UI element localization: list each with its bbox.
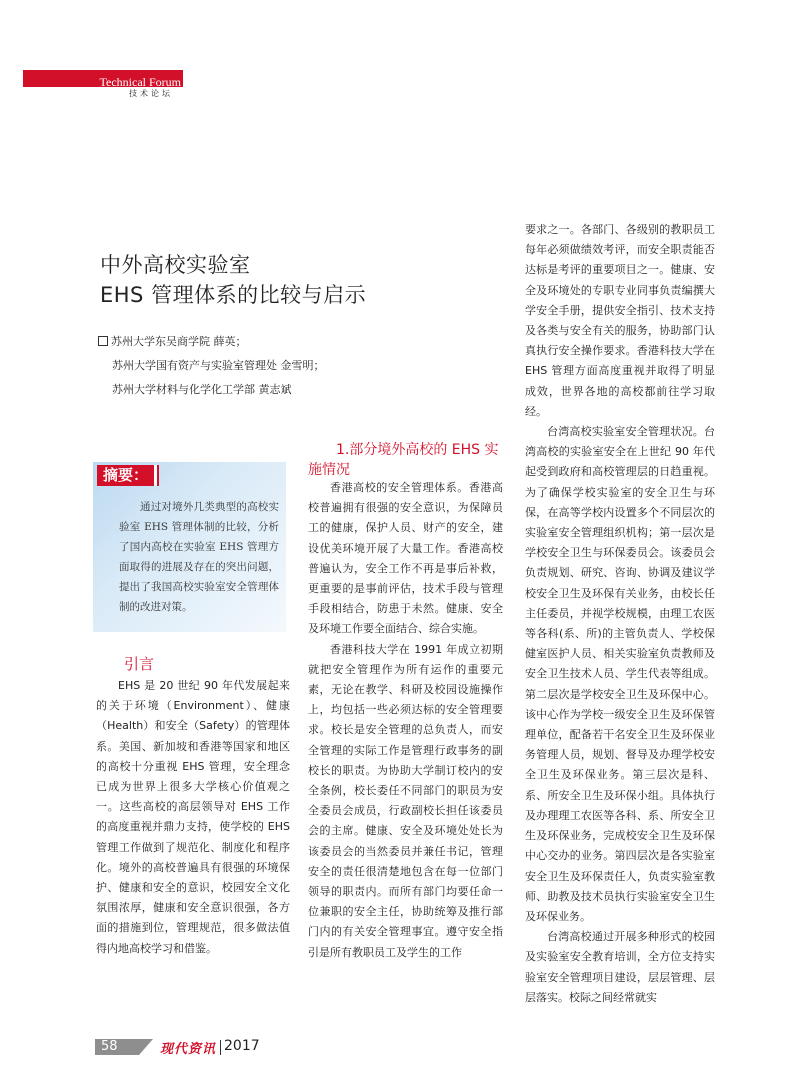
magazine-logo: 现代资讯 bbox=[160, 1042, 217, 1057]
page-number: 58 bbox=[95, 1039, 139, 1055]
author-list bbox=[98, 330, 325, 402]
abstract-text: 通过对境外几类典型的高校实验室 EHS 管理体制的比较，分析了国内高校在实验室 EHS 管理方面取得的进展及存在的突出问题，提出了我国高校实验室安全管理体制的改进对策。 bbox=[119, 501, 279, 613]
paragraph: 香港高校的安全管理体系。香港高校普遍拥有很强的安全意识，为保障员工的健康，保护人员、财产的安全，建设优美环境开展了大量工作。香港高校普遍认为，安全工作不再是事后补救，更重要的是事前评估，技术手段与管理手段相结合，防患于未然。健康、安全及环境工作要全面结合、综合实施。 bbox=[308, 481, 503, 636]
column-3 bbox=[525, 220, 715, 1008]
paragraph: 台湾高校通过开展多种形式的校园及实验室安全教育培训，全方位支持实验室安全管理项目建设，层层管理、层层落实。校际之间经常就实 bbox=[525, 930, 715, 1004]
section-1-heading: 1.部分境外高校的 EHS 实施情况 bbox=[308, 442, 499, 478]
author-affiliation: 苏州大学国有资产与实验室管理处 金雪明； bbox=[112, 359, 325, 372]
abstract-box bbox=[93, 462, 286, 632]
intro-heading: 引言 bbox=[124, 655, 155, 673]
author-line bbox=[98, 378, 325, 402]
page-number-tab-decoration bbox=[139, 1039, 153, 1055]
author-affiliation: 苏州大学东吴商学院 薛英； bbox=[111, 335, 247, 348]
paragraph: 台湾高校实验室安全管理状况。台湾高校的实验室安全在上世纪 90 年代起受到政府和高校管理层的日趋重视。为了确保学校实验室的安全卫生与环保，在高等学校内设置多个不同层次的实验室安全管理组织机构；第一层次是学校安全卫生与环保委员会。该委员会负责规划、研究、咨询、协调及建议学校安全卫生及环保有关业务，由校长任主任委员，并视学校规模，由理工农医等各科(系、所)的主管负责人、学校保健室医护人员、相关实验室负责教师及安全卫生技术人员、学生代表等组成。第二层次是学校安全卫生及环保中心。该中心作为学校一级安全卫生及环保管理单位，配备若干名安全卫生及环保业务管理人员，规划、督导及办理学校安全卫生及环保业务。第三层次是科、系、所安全卫生及环保小组。具体执行及办理理工农医等各科、系、所安全卫生及环保业务，完成校安全卫生及环保中心交办的业务。第四层次是各实验室安全卫生及环保责任人，负责实验室教师、助教及技术员执行实验室安全卫生及环保业务。 bbox=[525, 425, 715, 923]
section-title-zh: 技术论坛 bbox=[129, 89, 173, 98]
footer-divider bbox=[220, 1040, 221, 1055]
section-title-en: Technical Forum bbox=[99, 75, 181, 89]
paragraph: EHS 是 20 世纪 90 年代发展起来的关于环境（Environment）、健康（Health）和安全（Safety）的管理体系。美国、新加坡和香港等国家和地区的高校十分重视 EHS 管理，安全理念已成为世界上很多大学核心价值观之一。这些高校的高层领导对 EHS 工作的高度重视并鼎力支持，使学校的 EHS 管理工作做到了规范化、制度化和程序化。境外的高校普遍具有很强的环境保护、健康和安全的意识，校园安全文化氛围浓厚，健康和安全意识很强，各方面的措施到位，管理规范，很多做法值得内地高校学习和借鉴。 bbox=[96, 679, 290, 955]
author-line bbox=[98, 354, 325, 378]
article-title-line-1: 中外高校实验室 bbox=[100, 253, 251, 277]
square-bullet-icon bbox=[98, 336, 108, 346]
paragraph: 要求之一。各部门、各级别的教职员工每年必须做绩效考评，而安全职责能否达标是考评的重要项目之一。健康、安全及环境处的专职专业同事负责编撰大学安全手册，提供安全指引、技术支持及各类与安全有关的服务，协助部门认真执行安全操作要求。香港科技大学在 EHS 管理方面高度重视并取得了明显成效，世界各地的高校都前往学习取经。 bbox=[525, 223, 715, 418]
article-title bbox=[100, 250, 366, 310]
article-title-line-2: EHS 管理体系的比较与启示 bbox=[100, 283, 367, 307]
paragraph: 香港科技大学在 1991 年成立初期就把安全管理作为所有运作的重要元素，无论在教学、科研及校园设施操作上，均包括一些必须达标的安全管理要求。校长是安全管理的总负责人，而安全管理的实际工作是管理行政事务的副校长的职责。为协助大学制订校内的安全条例，校长委任不同部门的职员为安全委员会成员，行政副校长担任该委员会的主席。健康、安全及环境处处长为该委员会的当然委员并兼任书记，管理安全的责任很清楚地包含在每一位部门领导的职责内。而所有部门均要任命一位兼职的安全主任，协助统筹及推行部门内的有关安全管理事宜。遵守安全指引是所有教职员工及学生的工作 bbox=[308, 642, 503, 959]
author-affiliation: 苏州大学材料与化学化工学部 黄志斌 bbox=[112, 383, 292, 396]
issue-year: 2017 bbox=[224, 1038, 260, 1054]
section-header-bar bbox=[23, 70, 183, 87]
author-line bbox=[98, 330, 325, 354]
abstract-label: 摘要： bbox=[97, 465, 157, 486]
column-1 bbox=[96, 676, 290, 959]
column-2 bbox=[308, 478, 503, 963]
